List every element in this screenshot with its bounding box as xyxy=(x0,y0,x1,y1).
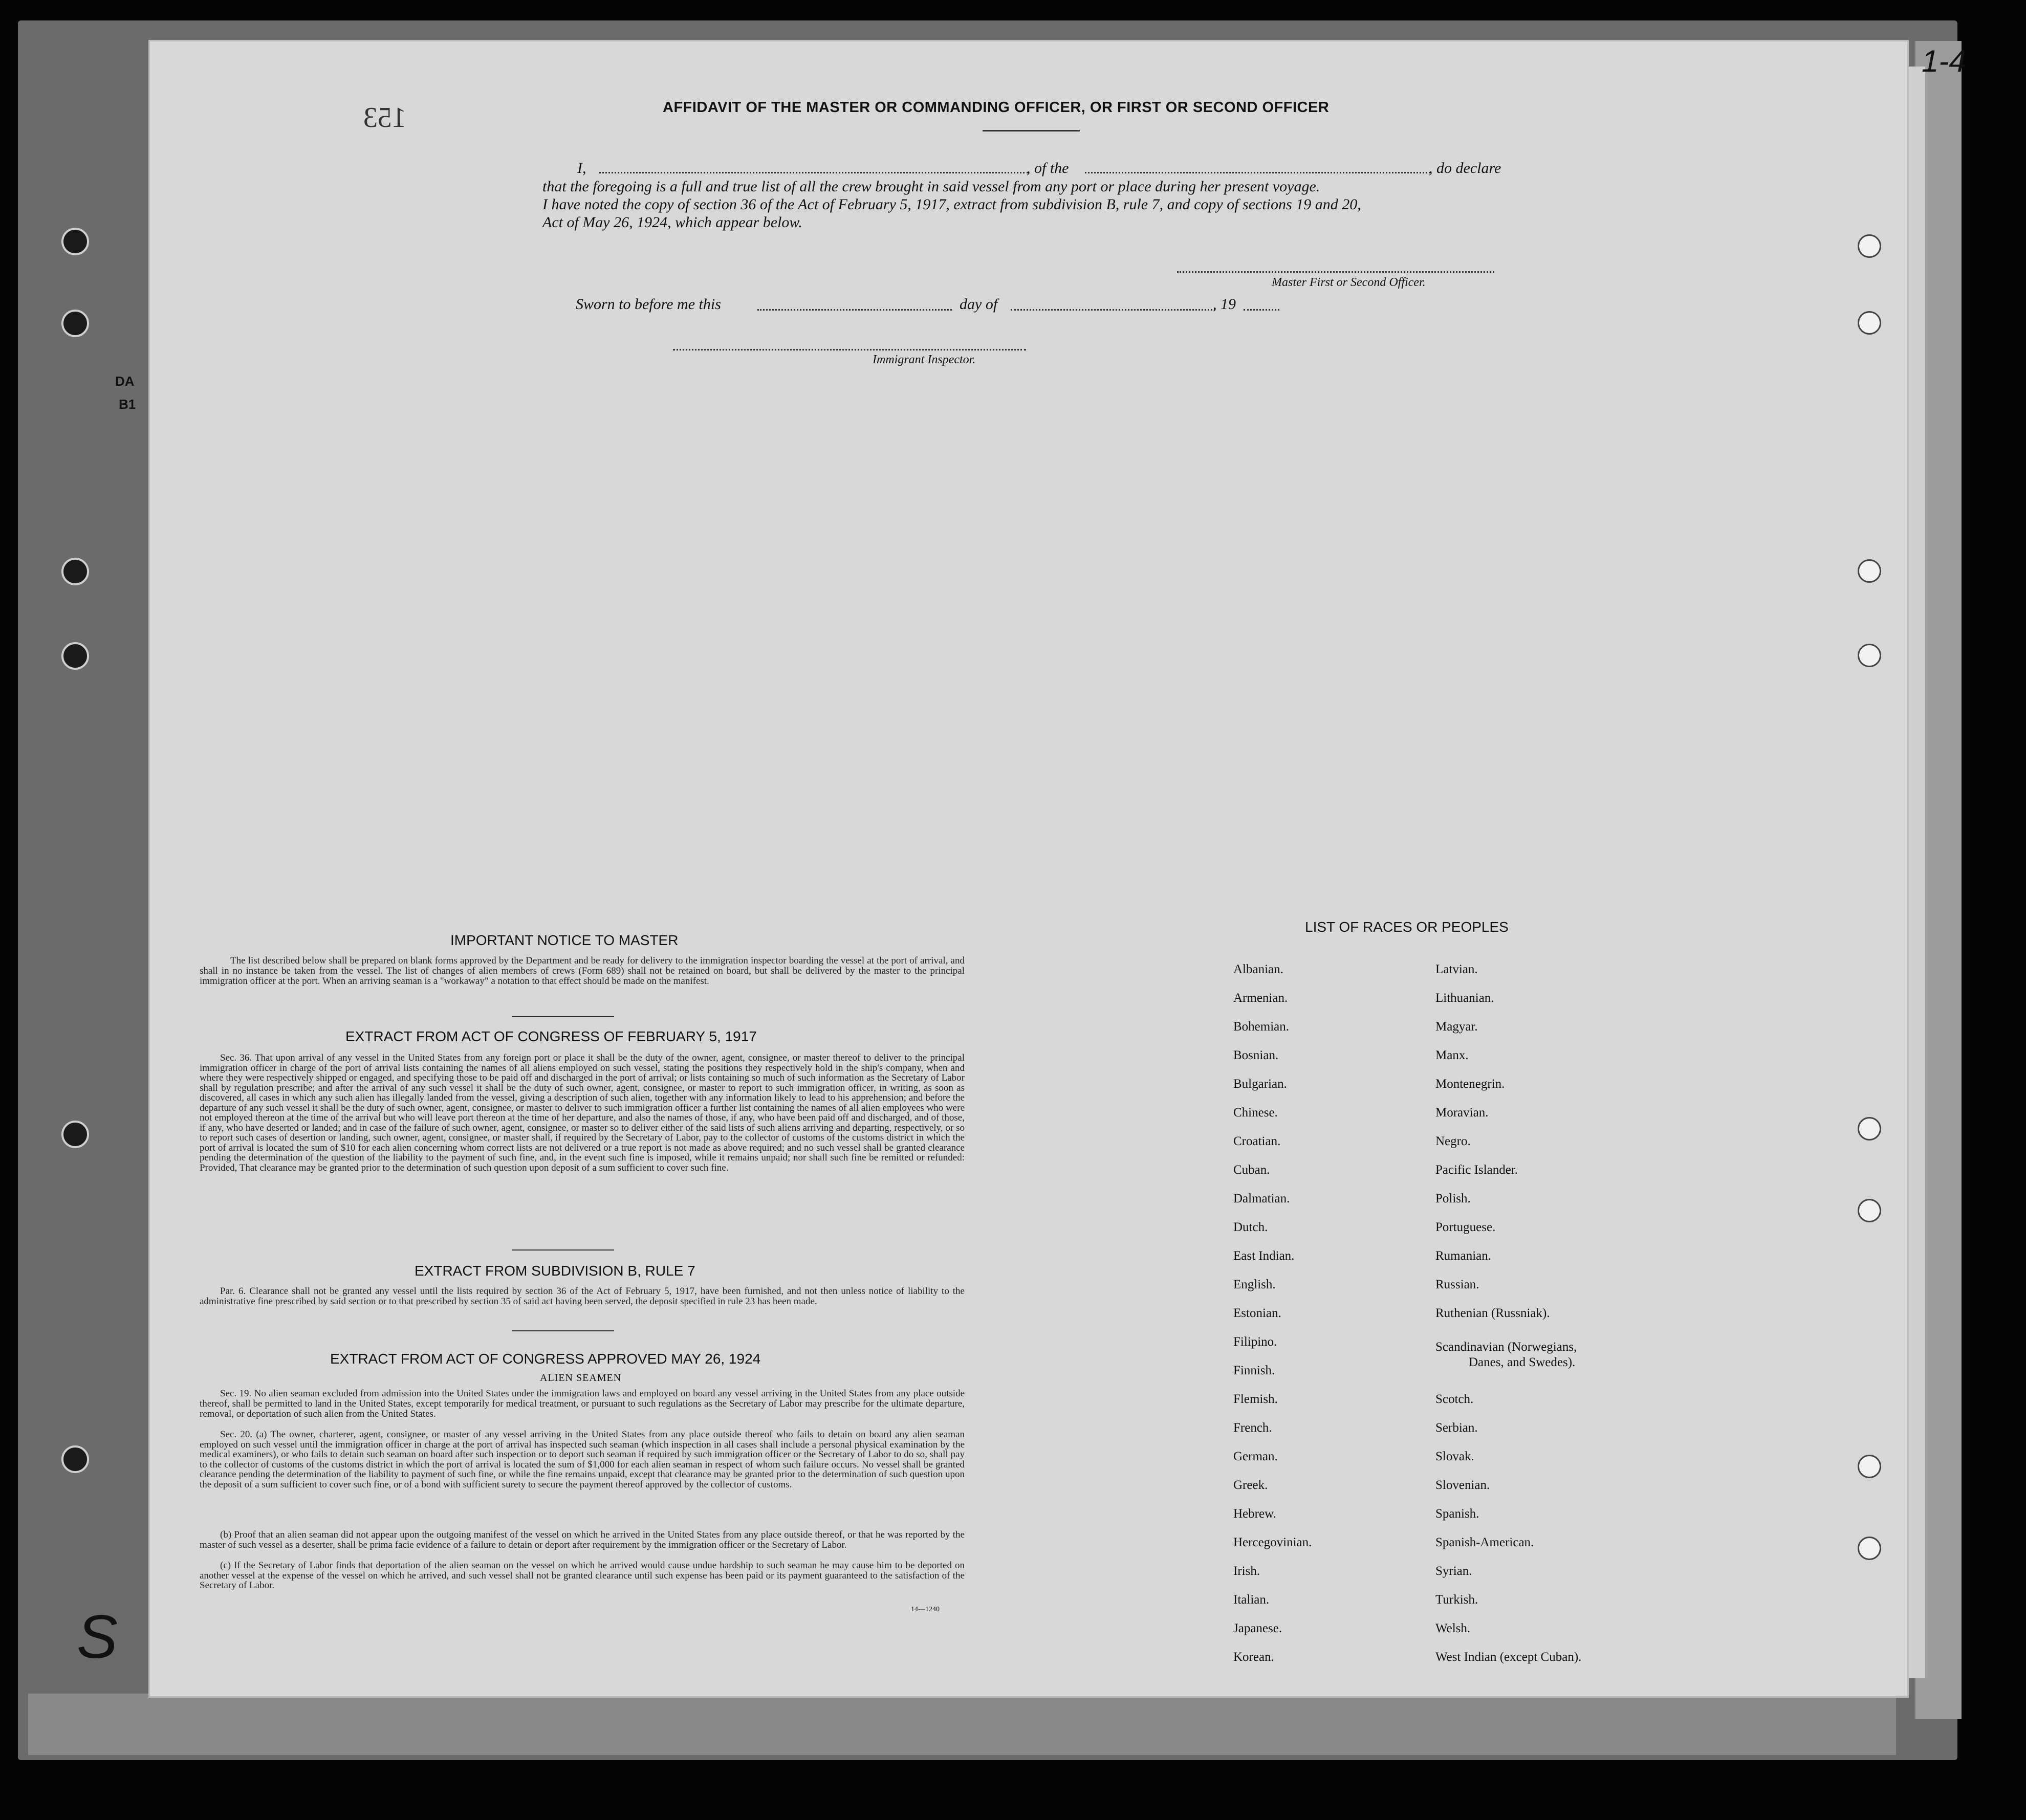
race-left: Bulgarian. xyxy=(1233,1077,1287,1091)
master-signature-blank[interactable] xyxy=(1177,271,1494,273)
side-mark: B1 xyxy=(119,397,136,412)
extract-1924-title: EXTRACT FROM ACT OF CONGRESS APPROVED MAY 26, 1924 xyxy=(330,1351,761,1367)
race-right-continuation: Danes, and Swedes). xyxy=(1469,1355,1576,1369)
side-mark: DA xyxy=(115,374,135,389)
race-right: Spanish. xyxy=(1435,1507,1479,1521)
sec-20b-body: (b) Proof that an alien seaman did not appear upon the outgoing manifest of the vessel on which he arrived in the United States from any place outside thereof, or that he was reported by the master of such vessel as a deserter, shall be prima facie evidence of a failure to detain or deport after requirement by the immigration officer or the Secretary of Labor. xyxy=(200,1529,965,1550)
race-left: Greek. xyxy=(1233,1478,1268,1492)
race-left: Japanese. xyxy=(1233,1621,1282,1635)
race-left: Croatian. xyxy=(1233,1134,1281,1148)
handwritten-mark: S xyxy=(77,1603,118,1671)
sec-20c-body: (c) If the Secretary of Labor finds that deportation of the alien seaman on the vessel on which he arrived would cause undue hardship to such seaman he may cause him to be deported on another vessel at the expense of the vessel on which he arrived, and such vessel shall not be granted clearance until such expense has been paid or its payment guaranteed to the satisfaction of the Secretary of Labor. xyxy=(200,1560,965,1591)
race-left: Dalmatian. xyxy=(1233,1192,1290,1205)
race-left: Estonian. xyxy=(1233,1306,1281,1320)
affidavit-line-4: Act of May 26, 1924, which appear below. xyxy=(542,214,802,231)
sworn-year: , 19 xyxy=(1213,296,1236,313)
race-right: Polish. xyxy=(1435,1192,1471,1205)
race-right: Latvian. xyxy=(1435,962,1478,976)
race-left: Albanian. xyxy=(1233,962,1283,976)
race-right: Manx. xyxy=(1435,1048,1469,1062)
race-right: Scandinavian (Norwegians, xyxy=(1435,1340,1577,1354)
sec-20a-body: Sec. 20. (a) The owner, charterer, agent, consignee, or master of any vessel arriving in the United States from any place outside thereof who fails to detain on board any alien seaman employed on such vessel until the immigration officer in charge at the port of arrival has inspected such seaman (which inspection in all cases shall include a personal physical examination by the medical examiners), or who fails to detain such seaman on board after such inspection or to deport such seaman if required by such immigration officer or the Secretary of Labor to do so, shall pay to the collector of customs of the customs district in which the port of arrival is located the sum of $1,000 for each alien seaman in respect of whom such failure occurs. No vessel shall be granted clearance pending the determination of the liability to payment of such fine, or while the fine remains unpaid, except that clearance may be granted prior to the determination of such question upon the deposit of a sum sufficient to cover such fine, or of a bond with sufficient surety to secure the payment thereof approved by the collector of customs. xyxy=(200,1429,965,1490)
section-rule xyxy=(512,1249,614,1251)
extract-rule7-title: EXTRACT FROM SUBDIVISION B, RULE 7 xyxy=(415,1263,695,1279)
race-left: Hebrew. xyxy=(1233,1507,1276,1521)
race-right: Turkish. xyxy=(1435,1593,1478,1607)
race-right: Ruthenian (Russniak). xyxy=(1435,1306,1550,1320)
corner-page-mark: 1-4 xyxy=(1922,44,1966,78)
binder-hole-icon xyxy=(61,1121,89,1148)
title-rule xyxy=(983,130,1080,131)
punch-hole-icon xyxy=(1858,234,1881,258)
race-right: Portuguese. xyxy=(1435,1220,1496,1234)
race-left: Flemish. xyxy=(1233,1392,1278,1406)
sec-19-body: Sec. 19. No alien seaman excluded from admission into the United States under the immigration laws and employed on board any vessel arriving in the United States from any place outside thereof, shall be permitted to land in the United States, except temporarily for medical treatment, or pursuant to such regulations as the Secretary of Labor may prescribe for the ultimate departure, removal, or deportation of such alien from the United States. xyxy=(200,1388,965,1419)
race-right: Rumanian. xyxy=(1435,1249,1492,1263)
race-right: Magyar. xyxy=(1435,1020,1478,1034)
inspector-label: Immigrant Inspector. xyxy=(873,353,976,366)
binder-hole-icon xyxy=(61,310,89,337)
document-page xyxy=(148,40,1909,1698)
race-right: West Indian (except Cuban). xyxy=(1435,1650,1582,1664)
binder-hole-icon xyxy=(61,642,89,670)
sworn-label: Sworn to before me this xyxy=(576,296,721,313)
section-rule xyxy=(512,1016,614,1017)
binder-hole-icon xyxy=(61,228,89,255)
notice-body: The list described below shall be prepared on blank forms approved by the Department and be ready for delivery to the immigration inspector boarding the vessel at the port of arrival, and shall in no instance be taken from the vessel. The list of changes of alien members of crews (Form 689) shall not be retained on board, but shall be delivered by the master to the principal immigration officer at the port. When an arriving seaman is a "workaway" a notation to that effect should be made on the manifest. xyxy=(200,955,965,986)
punch-hole-icon xyxy=(1858,311,1881,335)
page-number: 153 xyxy=(363,102,406,134)
race-left: East Indian. xyxy=(1233,1249,1295,1263)
race-right: Welsh. xyxy=(1435,1621,1471,1635)
punch-hole-icon xyxy=(1858,1537,1881,1560)
race-left: Finnish. xyxy=(1233,1364,1275,1377)
master-signature-label: Master First or Second Officer. xyxy=(1272,276,1426,289)
race-right: Montenegrin. xyxy=(1435,1077,1505,1091)
race-right: Moravian. xyxy=(1435,1106,1489,1120)
race-right: Spanish-American. xyxy=(1435,1536,1534,1549)
race-left: Cuban. xyxy=(1233,1163,1270,1177)
race-left: Irish. xyxy=(1233,1564,1260,1578)
race-left: Hercegovinian. xyxy=(1233,1536,1312,1549)
race-left: Dutch. xyxy=(1233,1220,1268,1234)
race-right: Syrian. xyxy=(1435,1564,1472,1578)
race-right: Slovenian. xyxy=(1435,1478,1490,1492)
race-left: French. xyxy=(1233,1421,1272,1435)
sworn-day-of: day of xyxy=(960,296,998,313)
sworn-day-blank[interactable] xyxy=(757,309,952,311)
race-right: Lithuanian. xyxy=(1435,991,1494,1005)
race-right: Slovak. xyxy=(1435,1450,1474,1463)
form-number: 14—1240 xyxy=(911,1606,940,1613)
race-left: English. xyxy=(1233,1278,1276,1291)
affidavit-title: AFFIDAVIT OF THE MASTER OR COMMANDING OFFICER, OR FIRST OR SECOND OFFICER xyxy=(663,99,1330,116)
affidavit-declare: , do declare xyxy=(1429,160,1501,177)
races-title: LIST OF RACES OR PEOPLES xyxy=(1305,919,1509,935)
extract-rule7-body: Par. 6. Clearance shall not be granted any vessel until the lists required by section 36 of the Act of February 5, 1917, have been furnished, and not then unless notice of liability to the administrative fine prescribed by said section or to that prescribed by section 35 of said act having been served, the deposit specified in rule 23 has been made. xyxy=(200,1286,965,1307)
name-blank[interactable] xyxy=(599,172,1029,173)
binder-hole-icon xyxy=(61,558,89,585)
race-right: Scotch. xyxy=(1435,1392,1474,1406)
alien-seamen-subtitle: ALIEN SEAMEN xyxy=(540,1372,622,1384)
race-left: Chinese. xyxy=(1233,1106,1278,1120)
punch-hole-icon xyxy=(1858,1455,1881,1478)
punch-hole-icon xyxy=(1858,559,1881,583)
race-right: Serbian. xyxy=(1435,1421,1478,1435)
binder-bottom-edge xyxy=(28,1694,1896,1755)
race-right: Negro. xyxy=(1435,1134,1471,1148)
race-left: Italian. xyxy=(1233,1593,1270,1607)
inspector-signature-blank[interactable] xyxy=(673,349,1026,350)
notice-title: IMPORTANT NOTICE TO MASTER xyxy=(450,932,679,948)
vessel-blank[interactable] xyxy=(1085,172,1430,173)
extract-1917-body: Sec. 36. That upon arrival of any vessel in the United States from any foreign port or place it shall be the duty of the owner, agent, consignee, or master thereof to deliver to the principal immigration officer in charge of the port of arrival lists containing the names of all aliens employed on such vessel, stating the positions they respectively hold in the ship's company, when and where they were respectively shipped or engaged, and specifying those to be paid off and discharged in the port of arrival; or lists containing so much of such information as the Secretary of Labor shall by regulation prescribe; and after the arrival of any such vessel it shall be the duty of such owner, agent, consignee, or master to report to such immigration officer, in writing, as soon as discovered, all cases in which any such alien has illegally landed from the vessel, giving a description of such alien, together with any information likely to lead to his apprehension; and before the departure of any such vessel it shall be the duty of such owner, agent, consignee, or master to deliver to such immigration officer a further list containing the names of all alien employees who were not employed thereon at the time of the arrival but who will leave port thereon at the time of her departure, and also the names of those, if any, who have been paid off and discharged, and of those, if any, who have deserted or landed; and in case of the failure of such owner, agent, consignee, or master so to deliver either of the said lists of such aliens arriving and departing, respectively, or so to report such cases of desertion or landing, such owner, agent, consignee, or master shall, if required by the Secretary of Labor, pay to the collector of customs of the customs district in which the port of arrival is located the sum of $10 for each alien concerning whom correct lists are not delivered or a true report is not made as above required; and no such vessel shall be granted clearance pending the determination of the question of the liability to the payment of such fine, and, in the event such fine is imposed, while it remains unpaid; nor shall such fine be remitted or refunded: Provided, That clearance may be granted prior to the determination of such question upon deposit of a sum sufficient to cover such fine. xyxy=(200,1052,965,1173)
punch-hole-icon xyxy=(1858,1117,1881,1141)
affidavit-line-2: that the foregoing is a full and true list of all the crew brought in said vessel from any port or place during her present voyage. xyxy=(542,178,1320,195)
affidavit-line-3: I have noted the copy of section 36 of the Act of February 5, 1917, extract from subdivision B, rule 7, and copy of sections 19 and 20, xyxy=(542,196,1361,213)
affidavit-of-the: , of the xyxy=(1027,160,1069,177)
section-rule xyxy=(512,1330,614,1331)
extract-1917-title: EXTRACT FROM ACT OF CONGRESS OF FEBRUARY 5, 1917 xyxy=(345,1028,757,1044)
affidavit-i: I, xyxy=(577,160,586,177)
race-left: Korean. xyxy=(1233,1650,1274,1664)
race-left: Filipino. xyxy=(1233,1335,1277,1349)
binder-hole-icon xyxy=(61,1445,89,1473)
sworn-month-blank[interactable] xyxy=(1011,309,1215,311)
punch-hole-icon xyxy=(1858,644,1881,667)
race-left: Bosnian. xyxy=(1233,1048,1279,1062)
punch-hole-icon xyxy=(1858,1199,1881,1222)
race-left: Bohemian. xyxy=(1233,1020,1290,1034)
race-left: German. xyxy=(1233,1450,1278,1463)
sworn-year-blank[interactable] xyxy=(1244,309,1279,311)
race-right: Russian. xyxy=(1435,1278,1479,1291)
race-left: Armenian. xyxy=(1233,991,1288,1005)
race-right: Pacific Islander. xyxy=(1435,1163,1518,1177)
